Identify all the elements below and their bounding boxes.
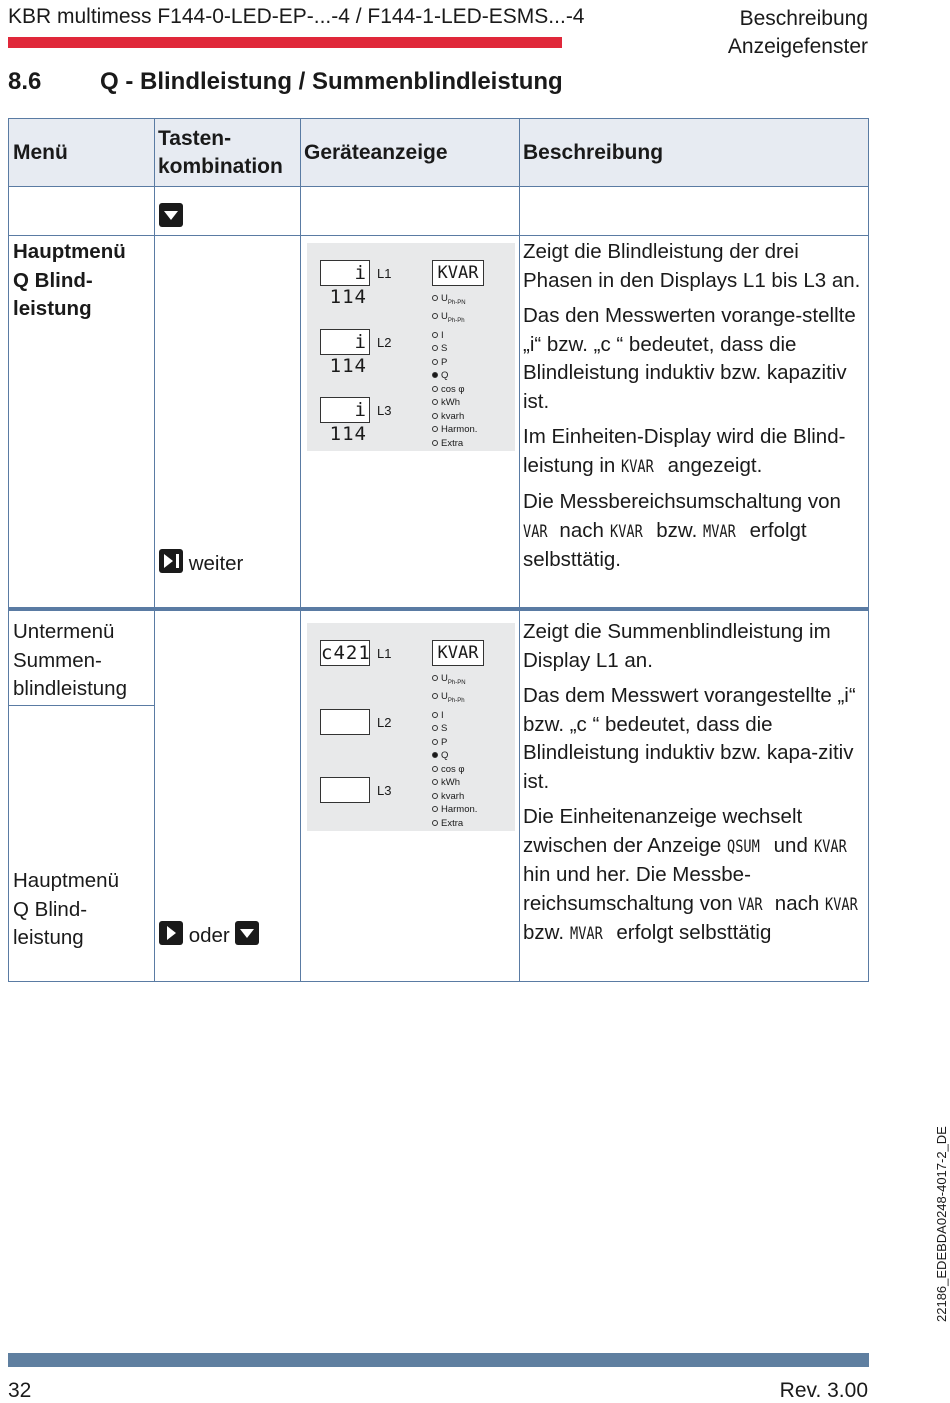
menu-cell-divider [9, 705, 155, 706]
row1-desc-p4: Die Messbereichsumschaltung von VAR nach KVAR bzw. MVAR erfolgt selbsttätig. [523, 490, 841, 571]
row2-menu-line2: Summen- [13, 648, 102, 672]
lcd-l3-label: L3 [377, 783, 392, 798]
led-dot-icon [432, 386, 438, 392]
row2-key-combo [159, 921, 259, 951]
led-dot-icon [432, 313, 438, 319]
column-divider [154, 119, 155, 981]
row2-description [523, 618, 868, 956]
led-dot-icon [432, 693, 438, 699]
lcd-l3-blank [320, 777, 370, 803]
column-divider [300, 119, 301, 981]
right-key-icon [159, 921, 183, 945]
header-keys-line2: kombination [158, 155, 283, 178]
down-key-icon [159, 203, 183, 227]
device-display-2 [307, 623, 515, 831]
led-indicator: cos φ [432, 763, 477, 777]
led-dot-icon [432, 712, 438, 718]
led-dot-icon [432, 359, 438, 365]
lcd-l3-label: L3 [377, 403, 392, 418]
lcd-l3: i 114 [320, 397, 370, 423]
lcd-l1-label: L1 [377, 646, 392, 661]
led-indicator: S [432, 342, 477, 356]
led-indicator: Extra [432, 817, 477, 831]
row1-key-label: weiter [188, 552, 244, 575]
led-list [432, 292, 477, 450]
led-dot-icon [432, 345, 438, 351]
led-indicator: $U_{Ph-PN}$ [432, 292, 477, 310]
row2-menu-line1: Untermenü [13, 620, 115, 643]
document-code: 22186_EDEBDA0248-4017-2_DE [934, 1126, 949, 1322]
led-dot-icon [432, 675, 438, 681]
row2-menu2-line2: Q Blind- [13, 897, 88, 921]
row-divider [9, 235, 868, 236]
section-heading [8, 68, 563, 96]
led-indicator: P [432, 736, 477, 750]
footer-bar [8, 1353, 869, 1367]
menu-table [8, 118, 869, 982]
led-dot-icon [432, 413, 438, 419]
row1-menu-line1: Hauptmenü [13, 240, 126, 263]
header-right-line2: Anzeigefenster [727, 35, 868, 58]
led-indicator: kvarh [432, 790, 477, 804]
led-dot-active-icon [432, 752, 438, 758]
header-menu: Menü [13, 141, 68, 164]
row2-menu-line3: blindleistung [13, 677, 127, 700]
header-description: Beschreibung [523, 141, 664, 164]
next-key-icon [159, 549, 183, 573]
header-display: Geräteanzeige [304, 141, 448, 164]
unit-display: KVAR [432, 260, 484, 286]
lcd-l2-blank [320, 709, 370, 735]
section-title: Q - Blindleistung / Summenblindleistung [100, 68, 563, 95]
led-dot-icon [432, 295, 438, 301]
revision-label: Rev. 3.00 [779, 1379, 868, 1402]
led-dot-icon [432, 793, 438, 799]
led-indicator: P [432, 356, 477, 370]
led-dot-active-icon [432, 372, 438, 378]
row2-desc-p2: Das dem Messwert vorangestellte „i“ bzw. „c “ bedeutet, dass die Blindleistung induktiv bzw. kapa-zitiv ist. [523, 684, 856, 793]
lcd-l2: i 114 [320, 329, 370, 355]
down-key-icon [235, 921, 259, 945]
row1-menu [13, 238, 126, 324]
row1-desc-p2: Das den Messwerten vorange-stellte „i“ bzw. „c “ bedeutet, dass die Blindleistung induktiv bzw. kapazitiv ist. [523, 304, 856, 413]
row1-desc-p1: Zeigt die Blindleistung der drei Phasen in den Displays L1 bis L3 an. [523, 240, 861, 292]
led-indicator: $U_{Ph-Ph}$ [432, 690, 477, 708]
led-list [432, 672, 477, 830]
header-keys-line1: Tasten- [158, 127, 232, 150]
led-indicator: I [432, 329, 477, 343]
unit-display: KVAR [432, 640, 484, 666]
led-dot-icon [432, 399, 438, 405]
header-keys [158, 125, 283, 181]
led-dot-icon [432, 766, 438, 772]
led-indicator: Q [432, 749, 477, 763]
lcd-l2-label: L2 [377, 715, 392, 730]
row2-menu2-line1: Hauptmenü [13, 869, 119, 892]
lcd-l1: c421 [321, 642, 371, 664]
row1-menu-line3: leistung [13, 297, 92, 320]
led-dot-icon [432, 806, 438, 812]
led-dot-icon [432, 739, 438, 745]
lcd-l1-label: L1 [377, 266, 392, 281]
row2-mainmenu [13, 867, 119, 953]
header-right-line1: Beschreibung [739, 7, 868, 30]
row2-desc-p1: Zeigt die Summenblindleistung im Display L1 an. [523, 620, 831, 672]
device-display-1 [307, 243, 515, 451]
row2-menu2-line3: leistung [13, 926, 84, 949]
row2-key-label: oder [188, 924, 230, 947]
document-header-title: KBR multimess F144-0-LED-EP-...-4 / F144-1-LED-ESMS...-4 [8, 5, 585, 28]
page-number: 32 [8, 1379, 32, 1402]
row2-desc-p3: Die Einheitenanzeige wechselt zwischen der Anzeige QSUM und KVAR hin und her. Die Messbe-reichsumschaltung von VAR nach KVAR bzw. MVAR erfolgt selbsttätig [523, 805, 858, 944]
led-indicator: kWh [432, 776, 477, 790]
document-header-section [728, 5, 868, 61]
lcd-l1: i 114 [320, 260, 370, 286]
led-indicator: $U_{Ph-PN}$ [432, 672, 477, 690]
section-number: 8.6 [8, 68, 42, 95]
row1-menu-line2: Q Blind- [13, 268, 93, 292]
led-indicator: Harmon. [432, 803, 477, 817]
led-indicator: $U_{Ph-Ph}$ [432, 310, 477, 328]
led-dot-icon [432, 725, 438, 731]
row-divider-thick [9, 607, 868, 611]
row1-desc-p3: Im Einheiten-Display wird die Blind-leistung in KVAR angezeigt. [523, 425, 846, 477]
led-indicator: Q [432, 369, 477, 383]
led-dot-icon [432, 820, 438, 826]
led-dot-icon [432, 779, 438, 785]
header-accent-bar [8, 37, 562, 48]
led-indicator: Harmon. [432, 423, 477, 437]
lcd-l2-label: L2 [377, 335, 392, 350]
led-indicator: I [432, 709, 477, 723]
led-indicator: S [432, 722, 477, 736]
led-dot-icon [432, 440, 438, 446]
row1-key-combo [159, 549, 243, 579]
led-dot-icon [432, 426, 438, 432]
led-indicator: kWh [432, 396, 477, 410]
row2-submenu [13, 618, 127, 704]
led-dot-icon [432, 332, 438, 338]
led-indicator: cos φ [432, 383, 477, 397]
column-divider [519, 119, 520, 981]
led-indicator: Extra [432, 437, 477, 451]
row1-description [523, 238, 868, 582]
led-indicator: kvarh [432, 410, 477, 424]
